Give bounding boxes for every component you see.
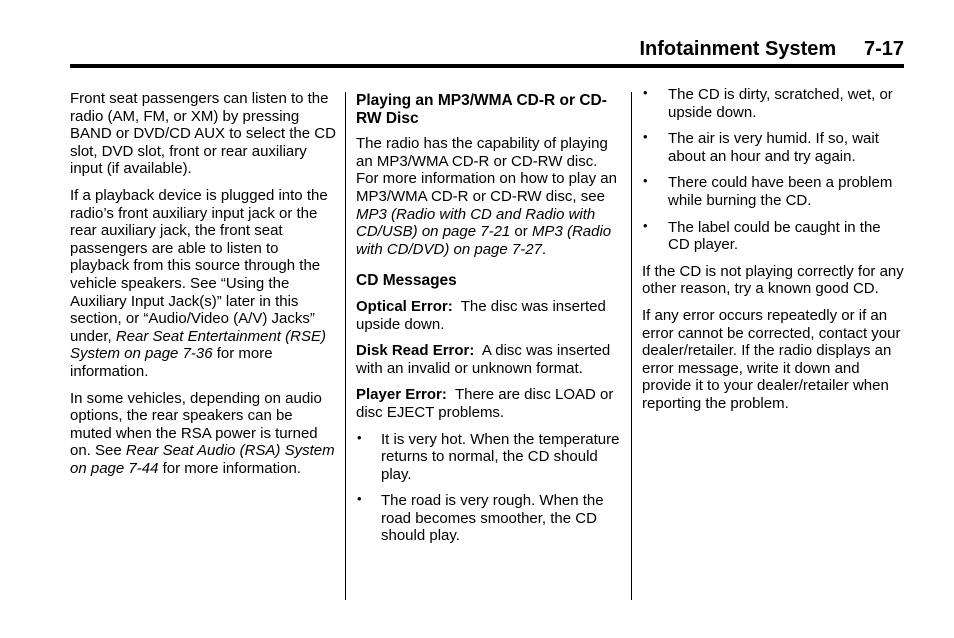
list-item: • The air is very humid. If so, wait about an hour and try again. [643, 129, 879, 165]
bullet-icon: • [357, 429, 362, 445]
column-3 [642, 86, 904, 422]
list-item: • The label could be caught in the CD player. [643, 217, 881, 254]
paragraph: If a playback device is plugged into the radio’s front auxiliary input jack or the rear auxiliary jack, the front seat passengers are able to listen to playback from this source through the vehicle speakers. See “Using the Auxiliary Input Jack(s)” later in this section, or “Audio/Video (A/V) Jacks” under, Rear Seat Entertainment (RSE) System on page 7‑36 for more information. [70, 186, 328, 380]
bullet-icon: • [357, 491, 362, 507]
page-header [70, 36, 904, 68]
term-label: Disk Read Error: [356, 342, 475, 360]
section-title: Infotainment System [639, 38, 837, 60]
bullet-icon: • [643, 129, 648, 145]
list-item: • It is very hot. When the temperature returns to normal, the CD should play. [357, 429, 620, 483]
column-divider-2 [631, 92, 632, 600]
bullet-icon: • [643, 85, 648, 100]
paragraph: Player Error: There are disc LOAD or disc EJECT problems. [356, 386, 618, 421]
bullet-icon: • [643, 217, 648, 233]
list-item: • The CD is dirty, scratched, wet, or upside down. [643, 85, 893, 121]
list-item: • The road is very rough. When the road becomes smoother, the CD should play. [357, 491, 604, 545]
bullet-list [642, 86, 904, 254]
paragraph: In some vehicles, depending on audio options, the rear speakers can be muted when the RSA power is turned on. See Rear Seat Audio (RSA) System on page 7‑44 for more information. [70, 389, 335, 477]
paragraph: Optical Error: The disc was inserted upside down. [356, 297, 610, 333]
paragraph: If the CD is not playing correctly for any other reason, try a known good CD. [642, 262, 904, 298]
term-label: Optical Error: [356, 297, 453, 315]
cross-reference: MP3 (Radio with CD/DVD) on page 7‑27 [356, 223, 612, 258]
term-label: Player Error: [356, 386, 447, 404]
column-divider-1 [345, 92, 346, 600]
column-2 [356, 90, 621, 554]
page-number: 7-17 [863, 38, 904, 60]
cross-reference: MP3 (Radio with CD and Radio with CD/USB) on page 7‑21 [356, 205, 596, 241]
cross-reference: Rear Seat Audio (RSA) System on page 7‑44 [70, 442, 335, 477]
column-1 [70, 90, 338, 486]
paragraph: Disk Read Error: A disc was inserted with an invalid or unknown format. [356, 342, 615, 377]
bullet-icon: • [643, 173, 648, 189]
section-heading: CD Messages [356, 272, 457, 290]
list-item: • There could have been a problem while burning the CD. [643, 173, 893, 209]
cross-reference: Rear Seat Entertainment (RSE) System on page 7‑36 [70, 327, 326, 363]
bullet-list [356, 431, 621, 546]
paragraph: Front seat passengers can listen to the radio (AM, FM, or XM) by pressing BAND or DVD/CD AUX to select the CD slot, DVD slot, front or rear auxiliary input (if available). [70, 90, 336, 178]
page-header-title [639, 38, 904, 61]
section-heading: Playing an MP3/WMA CD-R or CD-RW Disc [356, 92, 607, 127]
paragraph: If any error occurs repeatedly or if an error cannot be corrected, contact your dealer/retailer. If the radio displays an error message, write it down and provide it to your dealer/retailer when reporting the problem. [642, 306, 901, 412]
paragraph: The radio has the capability of playing an MP3/WMA CD-R or CD-RW disc. For more information on how to play an MP3/WMA CD-R or CD-RW disc, see MP3 (Radio with CD and Radio with CD/USB) on page 7‑21 or MP3 (Radio with CD/DVD) on page 7‑27. [356, 135, 617, 258]
